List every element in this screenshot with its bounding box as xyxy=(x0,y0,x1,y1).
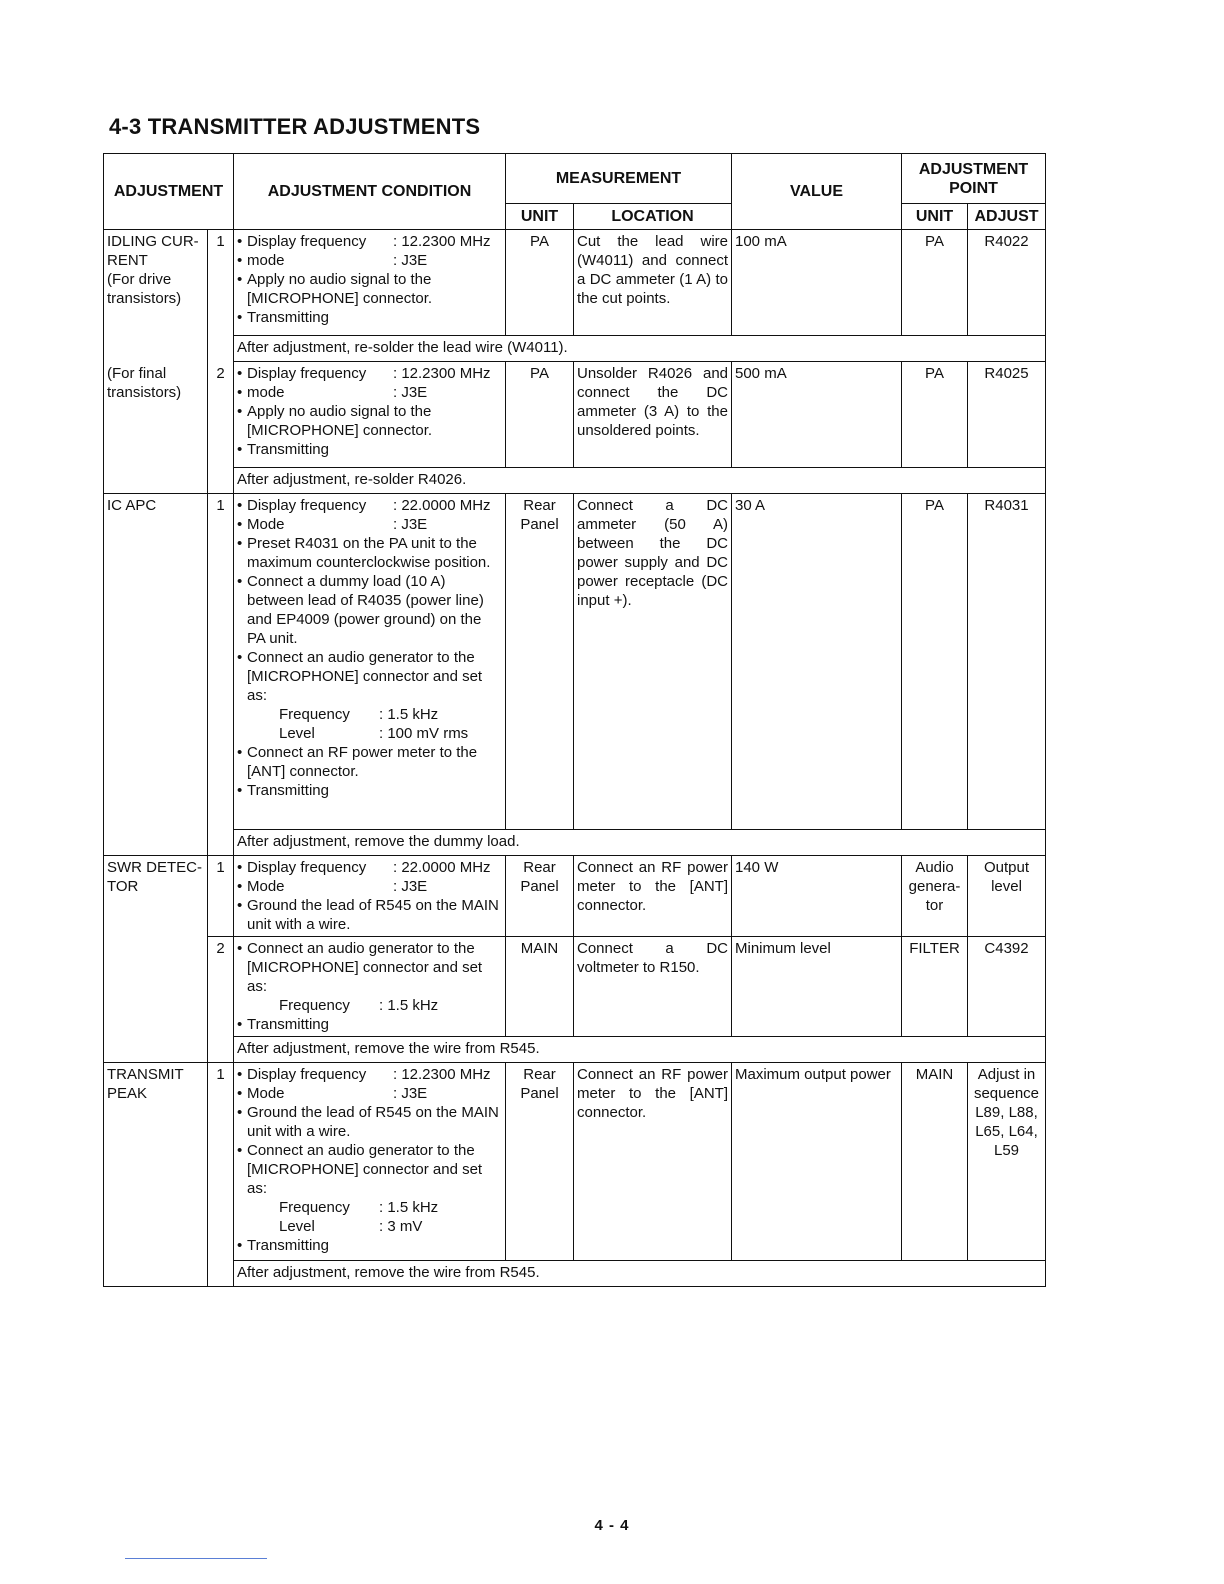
value: 30 A xyxy=(732,494,902,830)
adjustment-unit: FILTER xyxy=(902,937,968,1037)
setting-label: Level xyxy=(279,1218,315,1235)
after-adjustment-note: After adjustment, remove the wire from R545. xyxy=(234,1037,1046,1063)
measurement-unit: PA xyxy=(506,230,574,336)
page-title: 4-3 TRANSMITTER ADJUSTMENTS xyxy=(109,114,481,139)
measurement-location: Cut the lead wire (W4011) and connect a DC ammeter (1 A) to the cut points. xyxy=(574,230,732,336)
measurement-location: Connect a DC ammeter (50 A) between the DC power supply and DC power receptacle (DC input +). xyxy=(574,494,732,830)
header-adjustment-point: ADJUSTMENT POINT xyxy=(902,154,1046,204)
adjustment-unit: Audio genera- tor xyxy=(902,856,968,937)
setting-value: : 1.5 kHz xyxy=(379,1199,439,1216)
condition-item: • Transmitting xyxy=(237,1236,502,1255)
adjustment-name: (For final transistors) xyxy=(104,362,208,494)
measurement-location: Connect a DC voltmeter to R150. xyxy=(574,937,732,1037)
condition-label: • Mode xyxy=(247,1085,285,1102)
adjustment-condition xyxy=(234,937,506,1037)
adjustment-unit: PA xyxy=(902,362,968,468)
step-number: 2 xyxy=(208,362,234,494)
after-adjustment-note: After adjustment, re-solder the lead wire (W4011). xyxy=(234,336,1046,362)
setting-value: : 1.5 kHz xyxy=(379,706,439,723)
condition-label: • Display frequency xyxy=(247,1066,367,1083)
condition-item: • Connect an audio generator to the [MICROPHONE] connector and set as: xyxy=(237,648,502,705)
condition-value: : 22.0000 MHz xyxy=(393,497,491,514)
adjustment-point: Output level xyxy=(968,856,1046,937)
setting-value: : 1.5 kHz xyxy=(379,997,439,1014)
header-unit: UNIT xyxy=(506,204,574,230)
condition-label: • Display frequency xyxy=(247,233,367,250)
adjustment-name: IC APC xyxy=(104,494,208,856)
condition-item: • Transmitting xyxy=(237,440,502,459)
condition-value: : J3E xyxy=(393,252,428,269)
header-location: LOCATION xyxy=(574,204,732,230)
setting-value: : 3 mV xyxy=(379,1218,423,1235)
condition-label: • Mode xyxy=(247,878,285,895)
condition-item: • Apply no audio signal to the [MICROPHONE] connector. xyxy=(237,402,502,440)
setting-value: : 100 mV rms xyxy=(379,725,469,742)
condition-value: : J3E xyxy=(393,384,428,401)
after-adjustment-note: After adjustment, re-solder R4026. xyxy=(234,468,1046,494)
condition-item: • Apply no audio signal to the [MICROPHONE] connector. xyxy=(237,270,502,308)
condition-item: • Transmitting xyxy=(237,1015,502,1034)
divider-line xyxy=(125,1558,267,1559)
adjustment-name: IDLING CUR- RENT (For drive transistors) xyxy=(104,230,208,362)
table-row xyxy=(104,494,1046,830)
adjustment-point: C4392 xyxy=(968,937,1046,1037)
after-adjustment-note: After adjustment, remove the wire from R545. xyxy=(234,1261,1046,1287)
measurement-unit: Rear Panel xyxy=(506,494,574,830)
step-number: 2 xyxy=(208,937,234,1063)
condition-item: • Connect an RF power meter to the [ANT] connector. xyxy=(237,743,502,781)
table-row xyxy=(104,230,1046,336)
setting-label: Frequency xyxy=(279,1199,350,1216)
after-adjustment-row xyxy=(104,336,1046,362)
measurement-unit: PA xyxy=(506,362,574,468)
after-adjustment-row xyxy=(104,1261,1046,1287)
condition-item: • Ground the lead of R545 on the MAIN unit with a wire. xyxy=(237,1103,502,1141)
condition-item: • Transmitting xyxy=(237,781,502,800)
adjustment-condition xyxy=(234,362,506,468)
measurement-unit: MAIN xyxy=(506,937,574,1037)
condition-label: • Display frequency xyxy=(247,365,367,382)
after-adjustment-row xyxy=(104,468,1046,494)
adjustment-point: R4031 xyxy=(968,494,1046,830)
condition-item: • Connect an audio generator to the [MICROPHONE] connector and set as: xyxy=(237,1141,502,1198)
step-number: 1 xyxy=(208,1063,234,1287)
measurement-location: Connect an RF power meter to the [ANT] connector. xyxy=(574,856,732,937)
table-row xyxy=(104,362,1046,468)
header-condition: ADJUSTMENT CONDITION xyxy=(234,154,506,230)
after-adjustment-row xyxy=(104,830,1046,856)
after-adjustment-row xyxy=(104,1037,1046,1063)
condition-value: : 12.2300 MHz xyxy=(393,365,491,382)
condition-label: • mode xyxy=(247,384,285,401)
condition-value: : 12.2300 MHz xyxy=(393,1066,491,1083)
condition-item: • Preset R4031 on the PA unit to the maximum counterclockwise position. xyxy=(237,534,502,572)
condition-label: • Mode xyxy=(247,516,285,533)
table-row xyxy=(104,937,1046,1037)
measurement-location: Connect an RF power meter to the [ANT] connector. xyxy=(574,1063,732,1261)
condition-label: • Display frequency xyxy=(247,497,367,514)
adjustment-unit: PA xyxy=(902,230,968,336)
adjustment-name: TRANSMIT PEAK xyxy=(104,1063,208,1287)
condition-item: • Ground the lead of R545 on the MAIN unit with a wire. xyxy=(237,896,502,934)
condition-item: • Connect an audio generator to the [MICROPHONE] connector and set as: xyxy=(237,939,502,996)
value: Maximum output power xyxy=(732,1063,902,1261)
step-number: 1 xyxy=(208,494,234,856)
adjustment-unit: PA xyxy=(902,494,968,830)
measurement-unit: Rear Panel xyxy=(506,856,574,937)
setting-label: Level xyxy=(279,725,315,742)
adjustment-point: R4022 xyxy=(968,230,1046,336)
table-row xyxy=(104,856,1046,937)
measurement-unit: Rear Panel xyxy=(506,1063,574,1261)
step-number: 1 xyxy=(208,856,234,937)
transmitter-adjustments-table xyxy=(103,153,1046,1287)
adjustment-condition xyxy=(234,494,506,830)
condition-value: : 22.0000 MHz xyxy=(393,859,491,876)
header-adjustment: ADJUSTMENT xyxy=(104,154,234,230)
table-row xyxy=(104,1063,1046,1261)
adjustment-condition xyxy=(234,856,506,937)
measurement-location: Unsolder R4026 and connect the DC ammeter (3 A) to the unsoldered points. xyxy=(574,362,732,468)
header-value: VALUE xyxy=(732,154,902,230)
adjustment-unit: MAIN xyxy=(902,1063,968,1261)
page-number: 4 - 4 xyxy=(594,1517,630,1534)
setting-label: Frequency xyxy=(279,706,350,723)
value: 140 W xyxy=(732,856,902,937)
adjustment-condition xyxy=(234,230,506,336)
adjustment-point: Adjust in sequence L89, L88, L65, L64, L59 xyxy=(968,1063,1046,1261)
step-number: 1 xyxy=(208,230,234,362)
header-adjust: ADJUST xyxy=(968,204,1046,230)
header-adj-unit: UNIT xyxy=(902,204,968,230)
condition-value: : J3E xyxy=(393,516,428,533)
value: Minimum level xyxy=(732,937,902,1037)
adjustment-name: SWR DETEC- TOR xyxy=(104,856,208,1063)
value: 100 mA xyxy=(732,230,902,336)
condition-value: : J3E xyxy=(393,1085,428,1102)
condition-label: • mode xyxy=(247,252,285,269)
setting-label: Frequency xyxy=(279,997,350,1014)
condition-label: • Display frequency xyxy=(247,859,367,876)
adjustment-point: R4025 xyxy=(968,362,1046,468)
condition-item: • Connect a dummy load (10 A) between lead of R4035 (power line) and EP4009 (power ground) on the PA unit. xyxy=(237,572,502,648)
condition-value: : 12.2300 MHz xyxy=(393,233,491,250)
adjustment-condition xyxy=(234,1063,506,1261)
condition-value: : J3E xyxy=(393,878,428,895)
condition-item: • Transmitting xyxy=(237,308,502,327)
header-measurement: MEASUREMENT xyxy=(506,154,732,204)
after-adjustment-note: After adjustment, remove the dummy load. xyxy=(234,830,1046,856)
value: 500 mA xyxy=(732,362,902,468)
